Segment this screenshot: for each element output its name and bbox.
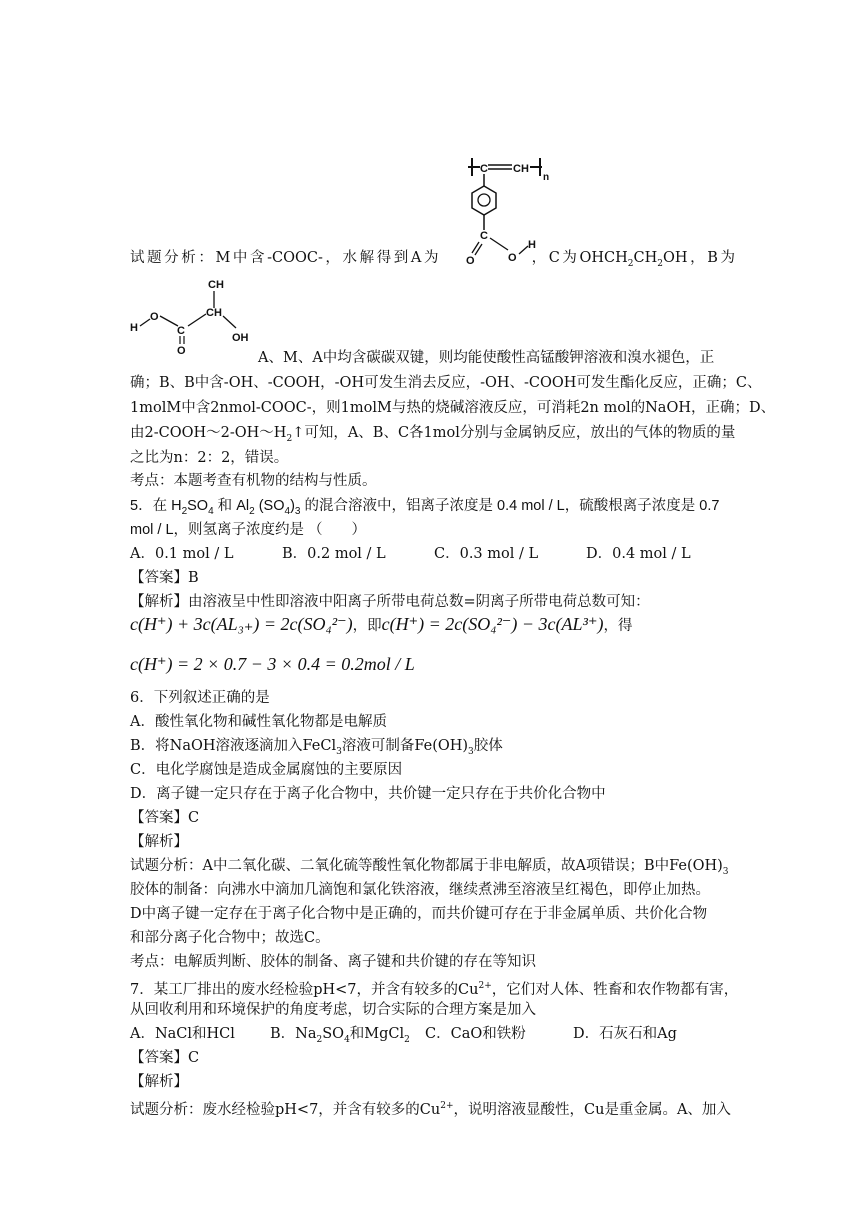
svg-text:CH: CH: [513, 163, 529, 175]
option-d[interactable]: D．石灰石和Ag: [573, 1026, 677, 1042]
option-a[interactable]: A．NaCl和HCl: [130, 1026, 235, 1042]
struct-b-h: H: [130, 322, 138, 334]
option-b[interactable]: B．$Na_2SO_4$和MgCl$_2$: [270, 1026, 410, 1045]
question-7-line-2: 从回收利用和环境保护的角度考虑，切合实际的合理方案是加入: [130, 1002, 536, 1018]
option-b[interactable]: B．0.2 mol / L: [282, 546, 386, 562]
equation-2: c(H⁺) = 2 × 0.7 − 3 × 0.4 = 0.2mol / L: [130, 654, 415, 674]
option-c[interactable]: C．0.3 mol / L: [434, 546, 539, 562]
question-6-option-b[interactable]: B．将NaOH溶液逐滴加入FeCl$_3$溶液可制备$Fe(OH)_3$胶体: [130, 738, 503, 757]
svg-text:C: C: [177, 325, 185, 337]
svg-text:O: O: [508, 252, 517, 264]
question-6-title: 6．下列叙述正确的是: [130, 690, 270, 706]
analysis-line-4: 1molM中含2nmol-COOC-，则1molM与热的烧碱溶液反应，可消耗2n mol的NaOH，正确；D、: [130, 400, 776, 416]
analysis-6-line-4: 和部分离子化合物中；故选C。: [130, 930, 330, 946]
struct-a-h: H: [528, 239, 536, 251]
question-5-line-2: mol / L，则氢离子浓度约是 （ ）: [130, 522, 367, 538]
analysis-5: 【解析】由溶液呈中性即溶液中阳离子所带电荷总数=阴离子所带电荷总数可知：: [130, 594, 650, 610]
struct-a-o: O: [466, 255, 475, 267]
struct-b-ch3: CH: [208, 279, 224, 291]
question-6-option-d[interactable]: D．离子键一定只存在于离子化合物中，共价键一定只存在于共价化合物中: [130, 786, 606, 802]
equation-1: c(H⁺) + 3c(AL₃₊) = 2c(SO₄²⁻)，即c(H⁺) = 2c(SO₄²⁻) − 3c(AL³⁺)，得: [130, 614, 633, 634]
question-6-option-a[interactable]: A．酸性氧化物和碱性氧化物都是电解质: [130, 714, 387, 730]
question-6-option-c[interactable]: C．电化学腐蚀是造成金属腐蚀的主要原因: [130, 762, 403, 778]
svg-text:O: O: [177, 345, 186, 357]
struct-b-o: O: [150, 311, 159, 323]
kaodian-6: 考点：电解质判断、胶体的制备、离子键和共价键的存在等知识: [130, 954, 536, 970]
analysis-line-2: A、M、A中均含碳碳双键，则均能使酸性高锰酸钾溶液和溴水褪色，正: [258, 350, 715, 366]
analysis-6-line-2: 胶体的制备：向沸水中滴加几滴饱和氯化铁溶液，继续煮沸至溶液呈红褐色，即停止加热。: [130, 882, 710, 898]
question-7-line-1: 7．某工厂排出的废水经检验pH<7，并含有较多的$Cu^{2+}$，它们对人体、牲畜和农作物都有害，: [130, 981, 739, 998]
question-7-options: [130, 1024, 735, 1050]
kaodian-line-4: 考点：本题考查有机物的结构与性质。: [130, 473, 377, 489]
analysis-6-head: 【解析】: [130, 834, 188, 850]
analysis-6-line-1: 试题分析：A中二氧化碳、二氧化硫等酸性氧化物都属于非电解质，故A项错误；B中$Fe(OH)_3$: [130, 858, 729, 877]
analysis-7-line-1: 试题分析：废水经检验pH<7，并含有较多的$Cu^{2+}$，说明溶液显酸性，Cu是重金属。A、加入: [130, 1101, 731, 1118]
answer-5: 【答案】B: [130, 570, 199, 586]
lactic-acid-structure-icon: [128, 278, 258, 357]
analysis-line-6: 之比为n：2：2，错误。: [130, 450, 289, 466]
question-5-options: [130, 544, 735, 564]
struct-a-c: C: [480, 163, 488, 175]
answer-7: 【答案】C: [130, 1050, 200, 1066]
analysis-line-1: 试题分析：M中含-COOC-，水解得到A为 ，C为$OHCH_2CH_2OH$，B为: [130, 250, 735, 269]
analysis-6-line-3: D中离子键一定存在于离子化合物中是正确的，而共价键可存在于非金属单质、共价化合物: [130, 906, 708, 922]
svg-text:C: C: [480, 230, 488, 242]
answer-6: 【答案】C: [130, 810, 200, 826]
struct-b-oh: OH: [232, 332, 249, 344]
svg-text:CH: CH: [206, 307, 222, 319]
analysis-line-5: 由$2-COOH\sim 2-OH\sim H_2↑$可知，A、B、C各1mol分别与金属钠反应，放出的气体的物质的量: [130, 425, 736, 444]
question-5-line-1: 5．在 $H_2SO_4$ 和 $Al_2$ $(SO_4)_3$ 的混合溶液中，铝离子浓度是 0.4 mol / L，硫酸根离子浓度是 0.7: [130, 498, 720, 517]
analysis-line-3: 确；B、B中含-OH、-COOH，-OH可发生消去反应，-OH、-COOH可发生酯化反应，正确；C、: [130, 375, 762, 391]
option-d[interactable]: D．0.4 mol / L: [586, 546, 691, 562]
option-c[interactable]: C．CaO和铁粉: [425, 1026, 526, 1042]
struct-a-n: n: [543, 172, 550, 183]
analysis-7-head: 【解析】: [130, 1074, 188, 1090]
structure-b-image: [128, 278, 258, 357]
option-a[interactable]: A．0.1 mol / L: [130, 546, 234, 562]
